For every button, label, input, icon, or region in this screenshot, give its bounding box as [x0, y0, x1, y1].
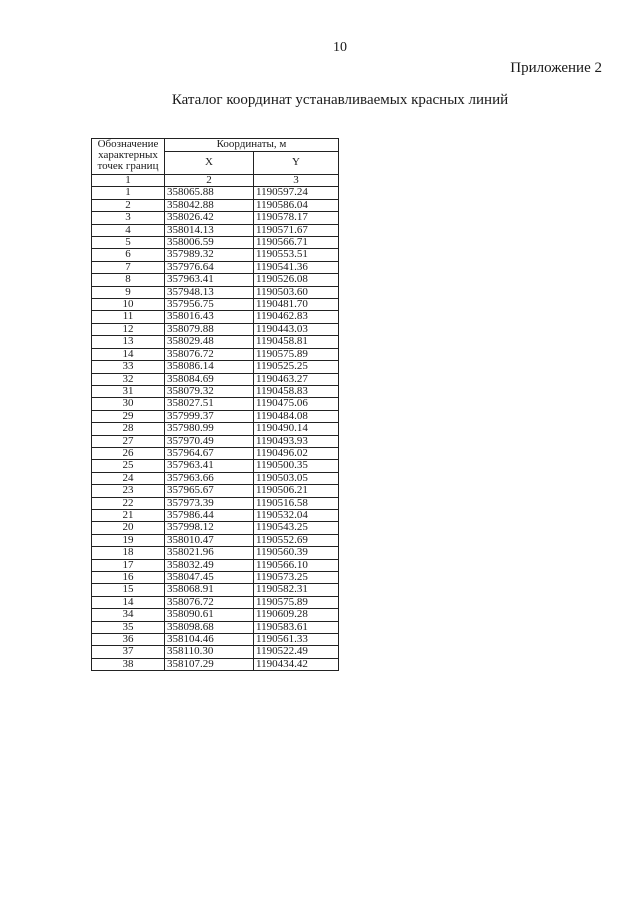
- x-value: 357948.13: [165, 286, 254, 298]
- table-row: [92, 621, 339, 633]
- table-row: [92, 534, 339, 546]
- x-value: 357963.66: [165, 472, 254, 484]
- point-number: 8: [92, 274, 165, 286]
- y-value: 1190434.42: [254, 658, 339, 670]
- table-row: [92, 584, 339, 596]
- table-row: [92, 423, 339, 435]
- y-value: 1190443.03: [254, 323, 339, 335]
- table-row: [92, 224, 339, 236]
- x-value: 358107.29: [165, 658, 254, 670]
- point-number: 20: [92, 522, 165, 534]
- x-value: 358076.72: [165, 596, 254, 608]
- point-number: 24: [92, 472, 165, 484]
- x-value: 358029.48: [165, 336, 254, 348]
- table-row: [92, 385, 339, 397]
- y-value: 1190484.08: [254, 410, 339, 422]
- y-value: 1190503.60: [254, 286, 339, 298]
- table-row: [92, 336, 339, 348]
- x-value: 358016.43: [165, 311, 254, 323]
- y-value: 1190573.25: [254, 572, 339, 584]
- y-value: 1190462.83: [254, 311, 339, 323]
- y-value: 1190609.28: [254, 609, 339, 621]
- point-number: 22: [92, 497, 165, 509]
- point-number: 36: [92, 634, 165, 646]
- table-row: [92, 609, 339, 621]
- x-value: 358079.32: [165, 385, 254, 397]
- point-number: 34: [92, 609, 165, 621]
- y-value: 1190496.02: [254, 447, 339, 459]
- x-value: 358006.59: [165, 237, 254, 249]
- x-value: 357986.44: [165, 509, 254, 521]
- x-value: 357989.32: [165, 249, 254, 261]
- y-value: 1190503.05: [254, 472, 339, 484]
- point-number: 7: [92, 261, 165, 273]
- y-value: 1190582.31: [254, 584, 339, 596]
- table-row: [92, 447, 339, 459]
- x-value: 357964.67: [165, 447, 254, 459]
- x-value: 357976.64: [165, 261, 254, 273]
- point-number: 10: [92, 299, 165, 311]
- point-number: 26: [92, 447, 165, 459]
- point-number: 18: [92, 547, 165, 559]
- point-number: 11: [92, 311, 165, 323]
- point-number: 35: [92, 621, 165, 633]
- y-value: 1190500.35: [254, 460, 339, 472]
- y-value: 1190566.71: [254, 237, 339, 249]
- point-number: 1: [92, 187, 165, 199]
- x-value: 358010.47: [165, 534, 254, 546]
- table-row: [92, 299, 339, 311]
- point-number: 12: [92, 323, 165, 335]
- y-value: 1190560.39: [254, 547, 339, 559]
- point-number: 5: [92, 237, 165, 249]
- point-number: 9: [92, 286, 165, 298]
- table-row: [92, 497, 339, 509]
- x-value: 357980.99: [165, 423, 254, 435]
- x-value: 357999.37: [165, 410, 254, 422]
- header-y: Y: [254, 152, 339, 175]
- appendix-label: Приложение 2: [510, 60, 602, 76]
- table-row: [92, 398, 339, 410]
- x-value: 357998.12: [165, 522, 254, 534]
- y-value: 1190506.21: [254, 485, 339, 497]
- header-x: X: [165, 152, 254, 175]
- x-value: 358032.49: [165, 559, 254, 571]
- y-value: 1190586.04: [254, 199, 339, 211]
- point-number: 2: [92, 199, 165, 211]
- point-number: 33: [92, 361, 165, 373]
- coordinates-table: [91, 138, 339, 671]
- point-number: 13: [92, 336, 165, 348]
- column-index-1: 1: [92, 175, 165, 187]
- point-number: 37: [92, 646, 165, 658]
- column-index-2: 2: [165, 175, 254, 187]
- table-row: [92, 199, 339, 211]
- x-value: 358079.88: [165, 323, 254, 335]
- point-number: 17: [92, 559, 165, 571]
- page-title: Каталог координат устанавливаемых красных линий: [171, 92, 509, 108]
- table-row: [92, 460, 339, 472]
- y-value: 1190575.89: [254, 348, 339, 360]
- x-value: 358065.88: [165, 187, 254, 199]
- table-row: [92, 323, 339, 335]
- column-index-row: [92, 175, 339, 187]
- y-value: 1190463.27: [254, 373, 339, 385]
- y-value: 1190475.06: [254, 398, 339, 410]
- point-number: 19: [92, 534, 165, 546]
- y-value: 1190566.10: [254, 559, 339, 571]
- x-value: 358104.46: [165, 634, 254, 646]
- y-value: 1190597.24: [254, 187, 339, 199]
- x-value: 358090.61: [165, 609, 254, 621]
- y-value: 1190552.69: [254, 534, 339, 546]
- x-value: 358068.91: [165, 584, 254, 596]
- table-row: [92, 212, 339, 224]
- point-number: 31: [92, 385, 165, 397]
- table-row: [92, 547, 339, 559]
- y-value: 1190458.83: [254, 385, 339, 397]
- point-number: 28: [92, 423, 165, 435]
- y-value: 1190522.49: [254, 646, 339, 658]
- x-value: 357973.39: [165, 497, 254, 509]
- point-number: 14: [92, 348, 165, 360]
- y-value: 1190541.36: [254, 261, 339, 273]
- table-row: [92, 373, 339, 385]
- table-row: [92, 509, 339, 521]
- y-value: 1190583.61: [254, 621, 339, 633]
- x-value: 357963.41: [165, 460, 254, 472]
- y-value: 1190516.58: [254, 497, 339, 509]
- table-row: [92, 348, 339, 360]
- point-number: 14: [92, 596, 165, 608]
- page-number: 10: [333, 40, 347, 55]
- header-points-label: Обозначение характерных точек границ: [92, 139, 165, 175]
- y-value: 1190525.25: [254, 361, 339, 373]
- x-value: 357963.41: [165, 274, 254, 286]
- x-value: 357970.49: [165, 435, 254, 447]
- table-row: [92, 435, 339, 447]
- point-number: 25: [92, 460, 165, 472]
- column-index-3: 3: [254, 175, 339, 187]
- point-number: 21: [92, 509, 165, 521]
- y-value: 1190575.89: [254, 596, 339, 608]
- x-value: 358076.72: [165, 348, 254, 360]
- table-row: [92, 361, 339, 373]
- table-row: [92, 261, 339, 273]
- x-value: 358014.13: [165, 224, 254, 236]
- x-value: 358021.96: [165, 547, 254, 559]
- x-value: 358110.30: [165, 646, 254, 658]
- table-row: [92, 559, 339, 571]
- table-row: [92, 485, 339, 497]
- table-row: [92, 286, 339, 298]
- table-row: [92, 522, 339, 534]
- y-value: 1190526.08: [254, 274, 339, 286]
- table-row: [92, 658, 339, 670]
- y-value: 1190481.70: [254, 299, 339, 311]
- y-value: 1190490.14: [254, 423, 339, 435]
- table-row: [92, 472, 339, 484]
- table-row: [92, 634, 339, 646]
- table-row: [92, 249, 339, 261]
- y-value: 1190493.93: [254, 435, 339, 447]
- table-row: [92, 572, 339, 584]
- table-row: [92, 237, 339, 249]
- y-value: 1190543.25: [254, 522, 339, 534]
- point-number: 6: [92, 249, 165, 261]
- table-row: [92, 311, 339, 323]
- y-value: 1190532.04: [254, 509, 339, 521]
- table-row: [92, 410, 339, 422]
- point-number: 4: [92, 224, 165, 236]
- x-value: 357965.67: [165, 485, 254, 497]
- point-number: 29: [92, 410, 165, 422]
- table-row: [92, 274, 339, 286]
- x-value: 358042.88: [165, 199, 254, 211]
- y-value: 1190553.51: [254, 249, 339, 261]
- x-value: 358086.14: [165, 361, 254, 373]
- y-value: 1190561.33: [254, 634, 339, 646]
- point-number: 27: [92, 435, 165, 447]
- x-value: 358098.68: [165, 621, 254, 633]
- point-number: 32: [92, 373, 165, 385]
- y-value: 1190578.17: [254, 212, 339, 224]
- table-row: [92, 596, 339, 608]
- header-coordinates: Координаты, м: [165, 139, 339, 152]
- x-value: 357956.75: [165, 299, 254, 311]
- table-row: [92, 646, 339, 658]
- y-value: 1190458.81: [254, 336, 339, 348]
- point-number: 16: [92, 572, 165, 584]
- x-value: 358084.69: [165, 373, 254, 385]
- x-value: 358027.51: [165, 398, 254, 410]
- x-value: 358047.45: [165, 572, 254, 584]
- point-number: 15: [92, 584, 165, 596]
- x-value: 358026.42: [165, 212, 254, 224]
- point-number: 23: [92, 485, 165, 497]
- point-number: 30: [92, 398, 165, 410]
- y-value: 1190571.67: [254, 224, 339, 236]
- point-number: 38: [92, 658, 165, 670]
- table-row: [92, 187, 339, 199]
- point-number: 3: [92, 212, 165, 224]
